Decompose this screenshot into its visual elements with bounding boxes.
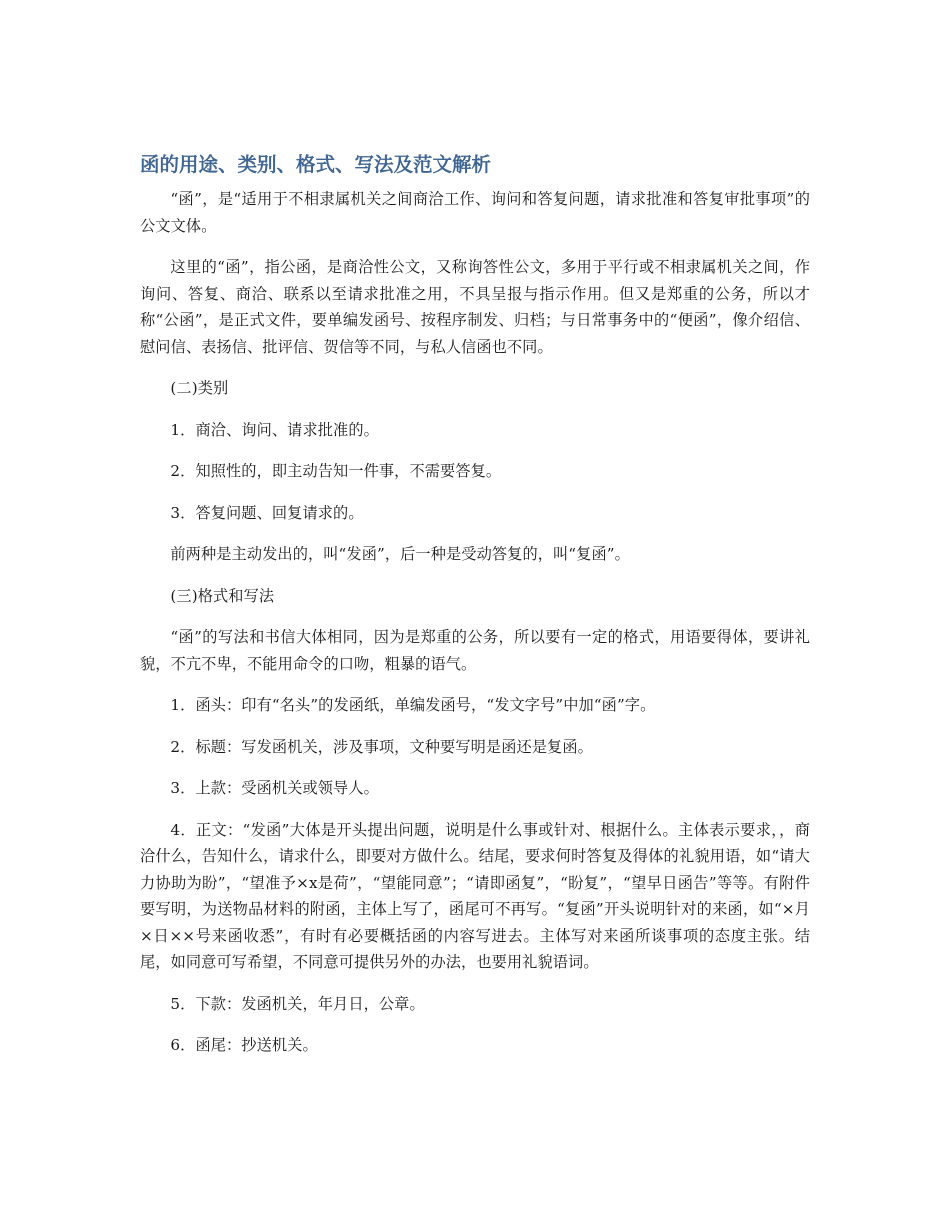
document-page [140,148,810,1074]
list-item-category-2: 2．知照性的，即主动告知一件事，不需要答复。 [170,462,502,480]
section-heading-format: (三)格式和写法 [170,586,275,605]
list-item-format-1: 1．函头：印有“名头”的发函纸，单编发函号，“发文字号”中加“函”字。 [170,696,656,714]
list-item-format-6: 6．函尾：抄送机关。 [170,1036,318,1054]
document-title: 函的用途、类别、格式、写法及范文解析 [140,153,492,176]
paragraph-definition: “函”，是“适用于不相隶属机关之间商洽工作、询问和答复问题，请求批准和答复审批事项”的公文文体。 [140,190,810,235]
list-item-format-4: 4．正文：“发函”大体是开头提出问题，说明是什么事或针对、根据什么。主体表示要求，，商洽什么，告知什么，请求什么，即要对方做什么。结尾，要求何时答复及得体的礼貌用语，如“请大力协助为盼”，“望准予×x是荷”，“望能同意”；“请即函复”，“盼复”，“望早日函告”等等。有附件要写明，为送物品材料的附函，主体上写了，函尾可不再写。“复函”开头说明针对的来函，如“×月×日××号来函收悉”，有时有必要概括函的内容写进去。主体写对来函所谈事项的态度主张。结尾，如同意可写希望，不同意可提供另外的办法，也要用礼貌语词。 [140,820,810,971]
list-item-category-3: 3．答复问题、回复请求的。 [170,503,364,522]
paragraph-explanation: 这里的“函”，指公函，是商洽性公文，又称询答性公文，多用于平行或不相隶属机关之间，作询问、答复、商洽、联系以至请求批准之用，不具呈报与指示作用。但又是郑重的公务，所以才称“公函”，是正式文件，要单编发函号、按程序制发、归档；与日常事务中的“便函”，像介绍信、慰问信、表扬信、批评信、贺信等不同，与私人信函也不同。 [140,258,810,356]
paragraph-category-summary: 前两种是主动发出的，叫“发函”，后一种是受动答复的，叫“复函”。 [170,545,630,563]
list-item-format-3: 3．上款：受函机关或领导人。 [170,779,379,797]
list-item-category-1: 1．商洽、询问、请求批准的。 [170,420,379,439]
list-item-format-5: 5．下款：发函机关，年月日，公章。 [170,994,425,1013]
list-item-format-2: 2．标题：写发函机关，涉及事项，文种要写明是函还是复函。 [170,737,593,756]
paragraph-format-intro: “函”的写法和书信大体相同，因为是郑重的公务，所以要有一定的格式，用语要得体，要讲礼貌，不亢不卑，不能用命令的口吻，粗暴的语气。 [140,628,810,673]
section-heading-categories: (二)类别 [170,379,229,397]
